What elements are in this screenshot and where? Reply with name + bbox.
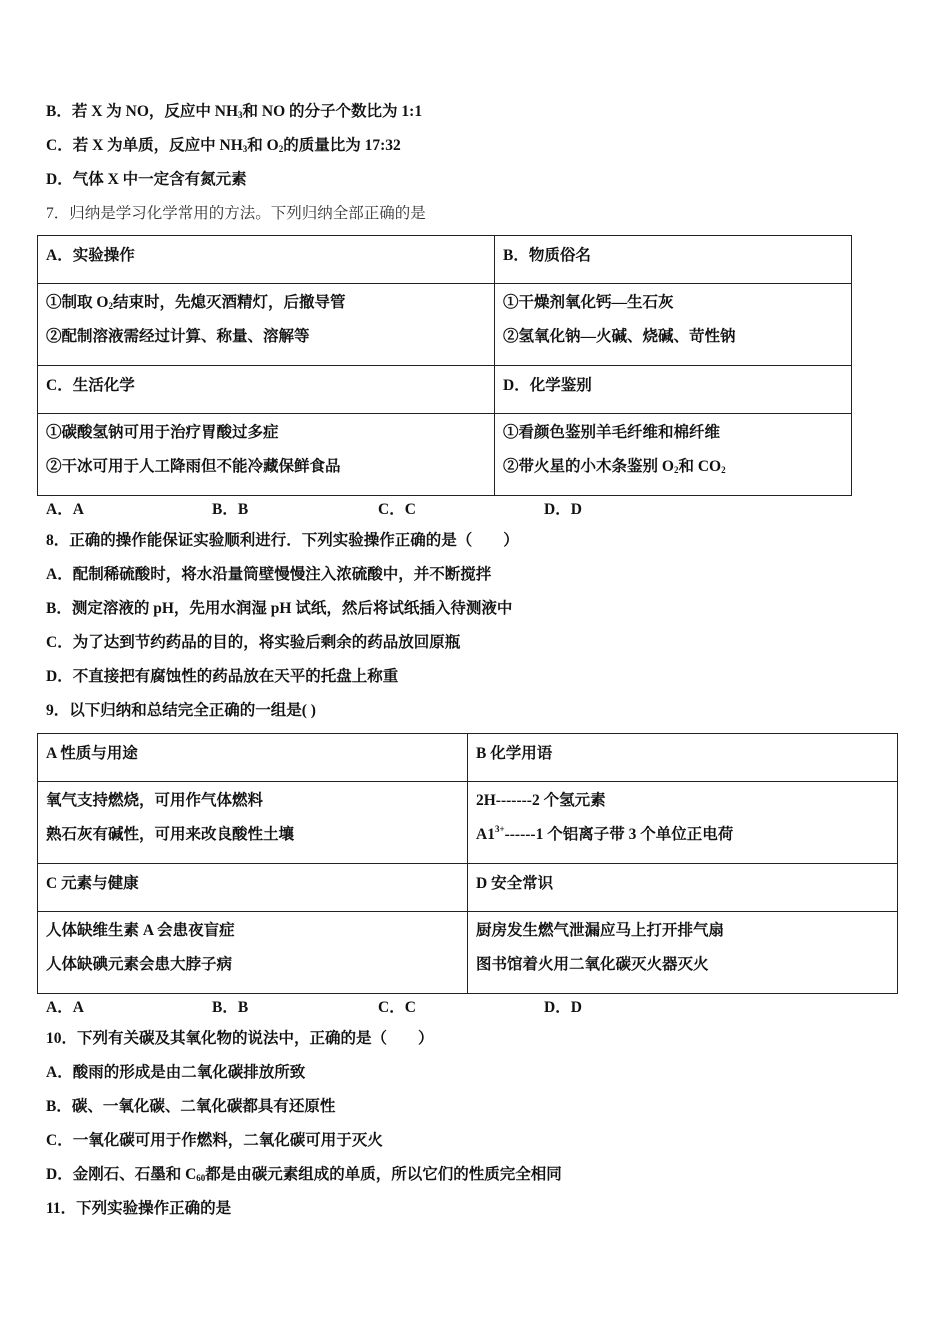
q9-cell-d-body: 厨房发生燃气泄漏应马上打开排气扇 图书馆着火用二氧化碳灭火器灭火 [468, 912, 898, 994]
q9-cell-d-head: D 安全常识 [468, 864, 898, 912]
q7-stem: 7．归纳是学习化学常用的方法。下列归纳全部正确的是 [46, 205, 426, 222]
q7-cell-a-head: A．实验操作 [38, 236, 495, 284]
q7-cell-c-head: C．生活化学 [38, 366, 495, 414]
q9-cell-c-body: 人体缺维生素 A 会患夜盲症 人体缺碘元素会患大脖子病 [38, 912, 468, 994]
q9-cell-a-body: 氧气支持燃烧，可用作气体燃料 熟石灰有碱性，可用来改良酸性土壤 [38, 782, 468, 864]
q9-cell-a-head: A 性质与用途 [38, 734, 468, 782]
q7-option-c: C．C [378, 501, 416, 518]
q6-option-b: B．若 X 为 NO，反应中 $NH_3$和 NO 的分子个数比为 1:1 [46, 103, 423, 120]
q9-option-b: B．B [212, 999, 249, 1016]
q10-option-b: B．碳、一氧化碳、二氧化碳都具有还原性 [46, 1098, 336, 1115]
q7-option-a: A．A [46, 501, 84, 518]
q9-options [46, 995, 710, 1017]
q10-option-c: C．一氧化碳可用于作燃料，二氧化碳可用于灭火 [46, 1132, 383, 1149]
q11-stem: 11．下列实验操作正确的是 [46, 1200, 232, 1217]
q9-cell-b-body: 2H-------2 个氢元素 $A1^{3+}------1$ 个铝离子带 3 个单位正电荷 [468, 782, 898, 864]
q9-table [37, 733, 898, 994]
q7-options [46, 497, 710, 519]
q8-option-c: C．为了达到节约药品的目的，将实验后剩余的药品放回原瓶 [46, 634, 461, 651]
q7-option-b: B．B [212, 501, 249, 518]
q7-cell-a-body: ①制取 $O_2$结束时，先熄灭酒精灯，后撤导管 ②配制溶液需经过计算、称量、溶解等 [38, 284, 495, 366]
q7-cell-c-body: ①碳酸氢钠可用于治疗胃酸过多症 ②干冰可用于人工降雨但不能冷藏保鲜食品 [38, 414, 495, 496]
q9-stem: 9．以下归纳和总结完全正确的一组是( ) [46, 702, 316, 719]
q6-option-c: C．若 X 为单质，反应中 $NH_3$和 $O_2$的质量比为 17:32 [46, 137, 401, 154]
q8-stem: 8．正确的操作能保证实验顺利进行．下列实验操作正确的是（ ） [46, 532, 519, 549]
q7-option-d: D．D [544, 501, 582, 518]
q7-cell-b-head: B．物质俗名 [495, 236, 852, 284]
q8-option-d: D．不直接把有腐蚀性的药品放在天平的托盘上称重 [46, 668, 399, 685]
q7-cell-d-body: ①看颜色鉴别羊毛纤维和棉纤维 ②带火星的小木条鉴别 $O_2$和 $CO_2$ [495, 414, 852, 496]
q8-option-b: B．测定溶液的 pH，先用水润湿 pH 试纸，然后将试纸插入待测液中 [46, 600, 513, 617]
q7-cell-d-head: D．化学鉴别 [495, 366, 852, 414]
q9-cell-b-head: B 化学用语 [468, 734, 898, 782]
q9-cell-c-head: C 元素与健康 [38, 864, 468, 912]
q6-option-d: D．气体 X 中一定含有氮元素 [46, 171, 247, 188]
q10-stem: 10．下列有关碳及其氧化物的说法中，正确的是（ ） [46, 1030, 434, 1047]
q7-table [37, 235, 852, 496]
q9-option-a: A．A [46, 999, 84, 1016]
q10-option-d: D．金刚石、石墨和 $C_{60}$都是由碳元素组成的单质，所以它们的性质完全相同 [46, 1166, 562, 1183]
q8-option-a: A．配制稀硫酸时，将水沿量筒壁慢慢注入浓硫酸中，并不断搅拌 [46, 566, 492, 583]
q10-option-a: A．酸雨的形成是由二氧化碳排放所致 [46, 1064, 306, 1081]
q7-cell-b-body: ①干燥剂氧化钙—生石灰 ②氢氧化钠—火碱、烧碱、苛性钠 [495, 284, 852, 366]
q9-option-d: D．D [544, 999, 582, 1016]
q9-option-c: C．C [378, 999, 416, 1016]
